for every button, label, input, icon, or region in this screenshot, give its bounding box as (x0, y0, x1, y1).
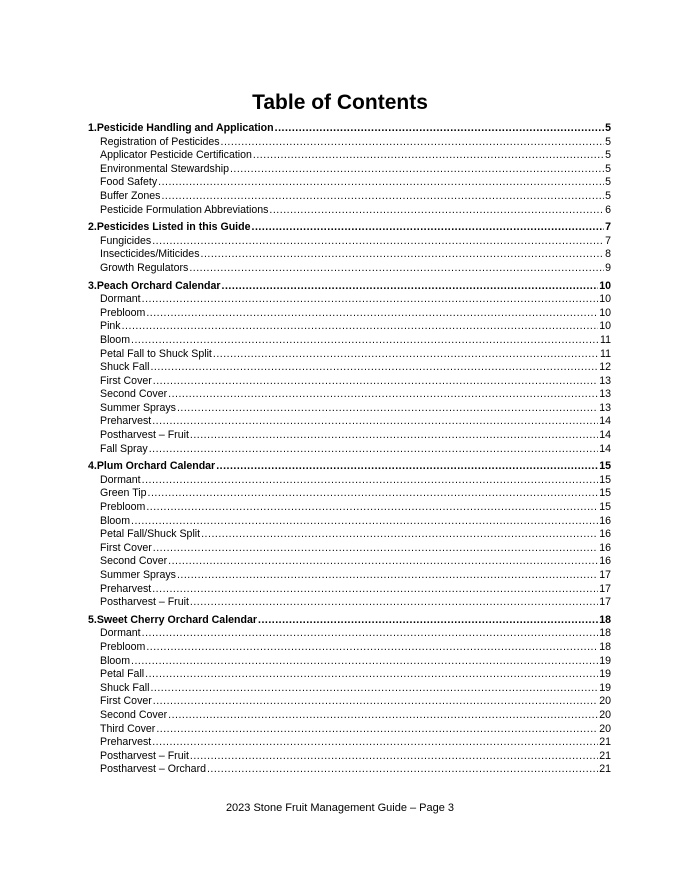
toc-entry-label: Shuck Fall (100, 681, 150, 694)
toc-page-number: 21 (599, 736, 611, 749)
toc-page-number: 10 (599, 320, 611, 333)
toc-entry[interactable] (88, 569, 611, 583)
toc-entry-label: Preharvest (100, 582, 152, 595)
toc-section (88, 280, 611, 457)
toc-entry[interactable] (88, 682, 611, 696)
toc-entry-label: Postharvest – Orchard (100, 763, 206, 776)
toc-page-number: 5 (605, 176, 611, 189)
toc-entry-label: Dormant (100, 627, 141, 640)
toc-entry-label: Bloom (100, 514, 131, 527)
dot-leader (122, 320, 599, 334)
toc-page-number: 19 (599, 668, 611, 681)
dot-leader (207, 763, 598, 777)
toc-entry-label: First Cover (100, 695, 152, 708)
toc-entry-label: Postharvest – Fruit (100, 429, 189, 442)
dot-leader (145, 668, 598, 682)
toc-entry-label: Preharvest (100, 415, 152, 428)
dot-leader (149, 443, 599, 457)
toc-page-number: 16 (599, 541, 611, 554)
toc-page-number: 6 (605, 203, 611, 216)
toc-entry-label: Postharvest – Fruit (100, 596, 189, 609)
toc-section-label: Pesticide Handling and Application (96, 122, 274, 134)
toc-page-number: 9 (605, 261, 611, 274)
toc-section (88, 460, 611, 610)
dot-leader (131, 515, 598, 529)
toc-entry-label: Insecticides/Miticides (100, 248, 200, 261)
toc-entry-label: Pesticide Formulation Abbreviations (100, 203, 269, 216)
toc-entry[interactable] (88, 641, 611, 655)
dot-leader (148, 487, 599, 501)
dot-leader (190, 429, 598, 443)
dot-leader (146, 307, 598, 321)
toc-entry[interactable] (88, 307, 611, 321)
toc-entry[interactable] (88, 293, 611, 307)
toc-entry-label: Food Safety (100, 176, 158, 189)
toc-page-number: 18 (599, 627, 611, 640)
toc-page-number: 13 (599, 388, 611, 401)
toc-page-number: 8 (605, 248, 611, 261)
dot-leader (190, 750, 598, 764)
dot-leader (213, 348, 599, 362)
toc-page-number: 16 (599, 514, 611, 527)
dot-leader (153, 695, 598, 709)
toc-page-number: 15 (599, 460, 611, 473)
toc-entry[interactable] (88, 334, 611, 348)
toc-page-number: 17 (599, 569, 611, 581)
toc-entry[interactable] (88, 709, 611, 723)
dot-leader (216, 460, 598, 474)
toc-entry[interactable] (88, 723, 611, 737)
toc-page-number: 5 (605, 162, 611, 175)
toc-entry-label: Second Cover (100, 555, 168, 568)
toc-page-number: 5 (605, 135, 611, 148)
dot-leader (146, 501, 598, 515)
toc-section (88, 614, 611, 777)
toc-entry[interactable] (88, 501, 611, 515)
page-footer: 2023 Stone Fruit Management Guide – Page 3 (225, 802, 455, 814)
toc-entry[interactable] (88, 487, 611, 501)
toc-entry-label: Buffer Zones (100, 189, 161, 202)
toc-entry[interactable] (88, 763, 611, 777)
toc-page-number: 11 (600, 333, 611, 346)
toc-entry[interactable] (88, 361, 611, 375)
toc-section-number: 4. (88, 460, 97, 473)
toc-page-number: 15 (599, 487, 611, 500)
toc-entry[interactable] (88, 596, 611, 610)
dot-leader (153, 375, 598, 389)
toc-page-number: 16 (599, 555, 611, 568)
dot-leader (222, 280, 599, 294)
toc-entry[interactable] (88, 190, 611, 204)
toc-entry[interactable] (88, 515, 611, 529)
toc-entry-label: Environmental Stewardship (100, 162, 229, 175)
toc-section-label: Plum Orchard Calendar (96, 460, 216, 473)
toc-page-number: 14 (599, 442, 611, 455)
toc-section (88, 221, 611, 275)
dot-leader (152, 235, 604, 249)
toc-entry[interactable] (88, 443, 611, 457)
toc-entry-label: Fall Spray (100, 442, 148, 455)
dot-leader (252, 221, 605, 235)
toc-entry-label: Fungicides (100, 234, 152, 247)
dot-leader (146, 641, 598, 655)
toc-page-number: 10 (599, 306, 611, 319)
toc-page-number: 15 (599, 473, 611, 486)
toc-page-number: 18 (599, 613, 611, 626)
dot-leader (153, 542, 598, 556)
toc-entry[interactable] (88, 750, 611, 764)
toc-page-number: 14 (599, 429, 611, 442)
dot-leader (152, 583, 598, 597)
toc-entry-label: Bloom (100, 654, 131, 667)
dot-leader (142, 293, 599, 307)
dot-leader (168, 709, 598, 723)
toc-entry-label: Growth Regulators (100, 261, 189, 274)
dot-leader (201, 248, 605, 262)
toc-entry[interactable] (88, 668, 611, 682)
toc-entry-label: First Cover (100, 374, 152, 387)
dot-leader (258, 614, 598, 628)
toc-entry-label: First Cover (100, 541, 152, 554)
toc-page-number: 21 (599, 749, 611, 762)
toc-section-number: 5. (88, 613, 97, 626)
toc-entry[interactable] (88, 415, 611, 429)
table-of-contents (88, 122, 611, 781)
toc-entry-label: Petal Fall/Shuck Split (100, 528, 201, 541)
dot-leader (177, 402, 598, 416)
toc-entry-label: Second Cover (100, 708, 168, 721)
dot-leader (177, 569, 598, 583)
toc-page-number: 11 (600, 347, 611, 360)
toc-page-number: 13 (599, 374, 611, 387)
toc-page-number: 19 (599, 681, 611, 694)
dot-leader (189, 262, 604, 276)
toc-entry[interactable] (88, 149, 611, 163)
toc-entry[interactable] (88, 655, 611, 669)
toc-page-number: 7 (605, 234, 611, 247)
toc-entry[interactable] (88, 204, 611, 218)
dot-leader (152, 415, 598, 429)
toc-page-number: 15 (599, 501, 611, 514)
toc-entry[interactable] (88, 388, 611, 402)
dot-leader (221, 136, 605, 150)
toc-entry-label: Second Cover (100, 388, 168, 401)
toc-entry-label: Prebloom (100, 306, 146, 319)
toc-section-heading[interactable] (88, 460, 611, 474)
toc-section-heading[interactable] (88, 280, 611, 294)
page-title: Table of Contents (252, 91, 428, 114)
toc-entry[interactable] (88, 555, 611, 569)
toc-entry[interactable] (88, 528, 611, 542)
toc-entry[interactable] (88, 235, 611, 249)
toc-entry[interactable] (88, 429, 611, 443)
toc-entry[interactable] (88, 176, 611, 190)
dot-leader (131, 655, 598, 669)
toc-entry[interactable] (88, 320, 611, 334)
toc-page-number: 20 (599, 722, 611, 735)
toc-section-number: 1. (88, 122, 97, 134)
toc-page-number: 13 (599, 401, 611, 414)
toc-entry[interactable] (88, 542, 611, 556)
toc-entry[interactable] (88, 583, 611, 597)
dot-leader (269, 204, 604, 218)
toc-page-number: 17 (599, 596, 611, 609)
toc-page-number: 5 (605, 189, 611, 202)
dot-leader (156, 723, 598, 737)
toc-entry-label: Registration of Pesticides (100, 135, 220, 148)
toc-section-heading[interactable] (88, 122, 611, 136)
toc-entry-label: Prebloom (100, 501, 146, 514)
toc-page-number: 16 (599, 528, 611, 541)
dot-leader (152, 736, 598, 750)
dot-leader (150, 682, 598, 696)
dot-leader (158, 176, 604, 190)
toc-entry-label: Dormant (100, 473, 141, 486)
toc-entry-label: Petal Fall to Shuck Split (100, 347, 212, 360)
toc-entry-label: Shuck Fall (100, 361, 150, 374)
dot-leader (253, 149, 604, 163)
toc-entry[interactable] (88, 627, 611, 641)
toc-page-number: 21 (599, 763, 611, 776)
dot-leader (230, 163, 604, 177)
toc-entry[interactable] (88, 375, 611, 389)
toc-entry[interactable] (88, 163, 611, 177)
dot-leader (142, 627, 599, 641)
dot-leader (190, 596, 598, 610)
toc-entry-label: Green Tip (100, 487, 147, 500)
toc-page-number: 20 (599, 708, 611, 721)
dot-leader (161, 190, 604, 204)
toc-section-label: Peach Orchard Calendar (96, 279, 221, 292)
toc-section (88, 122, 611, 217)
toc-entry[interactable] (88, 695, 611, 709)
toc-entry-label: Bloom (100, 333, 131, 346)
dot-leader (168, 555, 598, 569)
toc-entry-label: Summer Sprays (100, 569, 176, 581)
toc-page-number: 10 (599, 293, 611, 306)
toc-entry-label: Petal Fall (100, 668, 145, 681)
toc-entry-label: Pink (100, 320, 121, 333)
toc-entry-label: Applicator Pesticide Certification (100, 149, 252, 162)
toc-section-heading[interactable] (88, 614, 611, 628)
toc-entry[interactable] (88, 736, 611, 750)
toc-entry-label: Dormant (100, 293, 141, 306)
dot-leader (150, 361, 598, 375)
toc-entry[interactable] (88, 402, 611, 416)
toc-entry[interactable] (88, 248, 611, 262)
toc-page-number: 14 (599, 415, 611, 428)
toc-page-number: 18 (599, 640, 611, 653)
dot-leader (275, 122, 604, 136)
toc-page-number: 5 (605, 149, 611, 162)
dot-leader (131, 334, 599, 348)
dot-leader (168, 388, 598, 402)
toc-entry-label: Preharvest (100, 736, 152, 749)
toc-entry-label: Third Cover (100, 722, 156, 735)
toc-page-number: 7 (605, 221, 611, 234)
toc-entry[interactable] (88, 474, 611, 488)
toc-entry-label: Summer Sprays (100, 401, 176, 414)
toc-section-label: Sweet Cherry Orchard Calendar (96, 613, 257, 626)
toc-page-number: 5 (605, 122, 611, 134)
toc-entry-label: Prebloom (100, 640, 146, 653)
dot-leader (201, 528, 598, 542)
toc-entry[interactable] (88, 136, 611, 150)
toc-page-number: 10 (599, 279, 611, 292)
dot-leader (142, 474, 599, 488)
toc-page-number: 12 (599, 361, 611, 374)
toc-page-number: 17 (599, 582, 611, 595)
toc-section-number: 2. (88, 221, 97, 234)
toc-entry-label: Postharvest – Fruit (100, 749, 189, 762)
toc-section-label: Pesticides Listed in this Guide (96, 221, 251, 234)
toc-page-number: 20 (599, 695, 611, 708)
toc-entry[interactable] (88, 262, 611, 276)
toc-section-number: 3. (88, 279, 97, 292)
toc-page-number: 19 (599, 654, 611, 667)
toc-entry[interactable] (88, 348, 611, 362)
toc-section-heading[interactable] (88, 221, 611, 235)
